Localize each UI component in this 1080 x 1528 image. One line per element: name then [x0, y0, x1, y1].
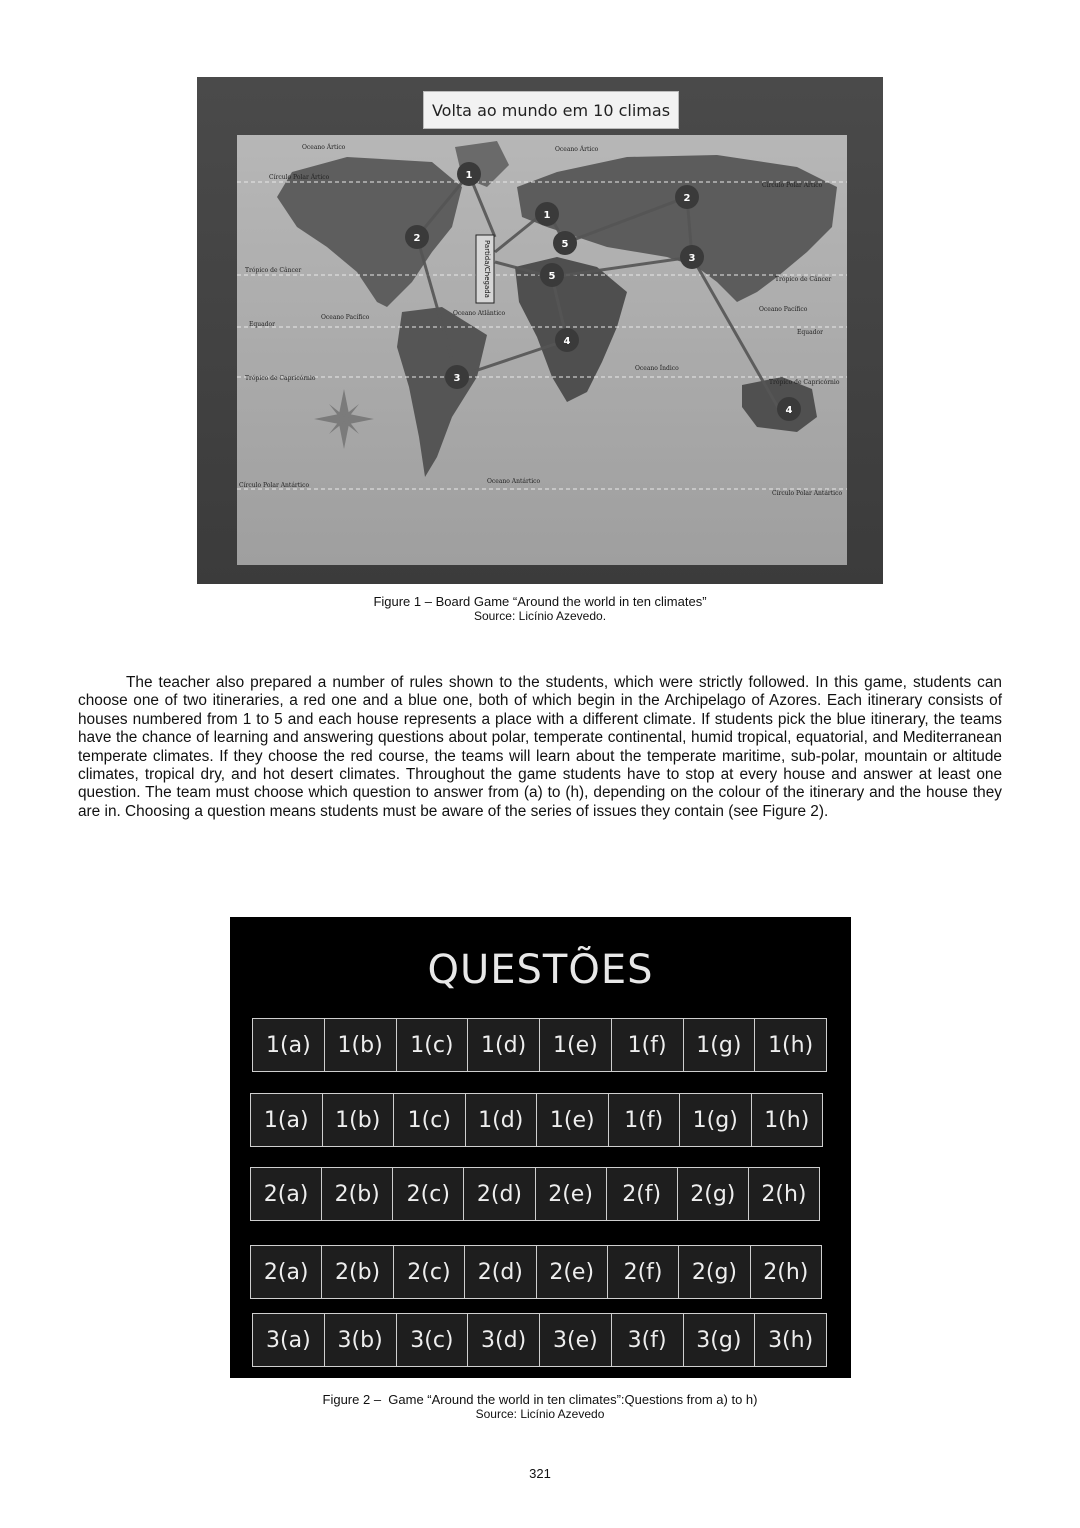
question-cell: 1(f) — [611, 1019, 683, 1071]
label-circulo-polar-artico-e: Círculo Polar Ártico — [762, 182, 823, 189]
question-cell: 2(g) — [678, 1246, 749, 1298]
label-oceano-artico-e: Oceano Ártico — [555, 146, 599, 153]
question-row-3 — [250, 1167, 820, 1221]
question-cell: 2(e) — [535, 1168, 606, 1220]
question-cell: 3(d) — [467, 1314, 539, 1366]
label-oceano-indico: Oceano Índico — [635, 365, 679, 372]
house-1-blue: 1 — [465, 170, 473, 181]
question-cell: 1(b) — [324, 1019, 396, 1071]
house-4-blue: 4 — [563, 336, 571, 347]
page-number: 321 — [529, 1466, 551, 1481]
label-tropico-capricornio-w: Trópico de Capricórnio — [245, 375, 316, 382]
question-cell: 2(c) — [392, 1168, 463, 1220]
question-cell: 1(g) — [679, 1094, 751, 1146]
house-3-blue: 3 — [453, 373, 461, 384]
question-row-1 — [252, 1018, 827, 1072]
question-cell: 2(h) — [750, 1246, 821, 1298]
label-oceano-atlantico: Oceano Atlântico — [453, 310, 506, 317]
figure-2-source: Source: Licínio Azevedo — [475, 1407, 605, 1421]
question-cell: 3(a) — [253, 1314, 324, 1366]
question-cell: 1(h) — [754, 1019, 826, 1071]
question-cell: 2(b) — [321, 1168, 392, 1220]
start-finish-label: Partida/Chegada — [483, 240, 491, 298]
label-tropico-capricornio-e: Trópico de Capricórnio — [769, 379, 840, 386]
question-cell: 1(e) — [536, 1094, 608, 1146]
house-3-red: 3 — [688, 253, 696, 264]
body-paragraph: The teacher also prepared a number of rules shown to the students, which were strictly followed. In this game, students can choose one of two itineraries, a red one and a blue one, both of which begin in the Archipelago of Azores. Each itinerary consists of houses numbered from 1 to 5 and each house represents a place with a different climate. If students pick the blue itinerary, the teams have the chance of learning and answering questions about polar, temperate continental, humid tropical, equatorial, and Mediterranean temperate climates. If they choose the red course, the teams will learn about the temperate maritime, sub-polar, mountain or altitude climates, tropical dry, and hot desert climates. Throughout the game students have to stop at every house and answer at least one question. The team must choose which question to answer from (a) to (h), depending on the colour of the itinerary and the house they are in. Choosing a question means students must be aware of the series of issues they contain (see Figure 2). — [78, 674, 1002, 820]
question-cell: 2(e) — [536, 1246, 607, 1298]
question-cell: 2(a) — [251, 1168, 321, 1220]
figure-2-caption — [0, 1392, 1080, 1422]
house-2-red: 2 — [683, 193, 691, 204]
question-cell: 2(h) — [748, 1168, 819, 1220]
question-cell: 2(g) — [677, 1168, 748, 1220]
question-cell: 1(h) — [751, 1094, 823, 1146]
figure-1-source: Source: Licínio Azevedo. — [473, 609, 607, 623]
question-cell: 3(g) — [683, 1314, 755, 1366]
question-cell: 1(d) — [465, 1094, 537, 1146]
label-oceano-antartico: Oceano Antártico — [487, 478, 541, 485]
house-2-blue: 2 — [413, 233, 421, 244]
question-cell: 3(f) — [611, 1314, 683, 1366]
label-oceano-artico-w: Oceano Ártico — [302, 144, 346, 151]
questions-title: QUESTÕES — [427, 947, 654, 993]
question-row-4 — [250, 1245, 822, 1299]
question-cell: 2(c) — [393, 1246, 464, 1298]
question-cell: 1(e) — [539, 1019, 611, 1071]
question-cell: 3(e) — [539, 1314, 611, 1366]
question-cell: 3(b) — [324, 1314, 396, 1366]
question-cell: 2(d) — [463, 1168, 534, 1220]
question-cell: 1(c) — [396, 1019, 468, 1071]
label-equador-w: Equador — [249, 321, 275, 328]
question-cell: 2(a) — [251, 1246, 321, 1298]
label-equador-e: Equador — [797, 329, 823, 336]
label-tropico-cancer-e: Trópico de Câncer — [775, 276, 832, 283]
question-cell: 1(b) — [322, 1094, 394, 1146]
house-1-red: 1 — [543, 210, 551, 221]
label-circulo-polar-antartico-e: Círculo Polar Antártico — [772, 490, 843, 497]
world-map — [197, 77, 883, 584]
label-tropico-cancer-w: Trópico de Câncer — [245, 267, 302, 274]
house-5-blue: 5 — [548, 271, 556, 282]
figure-1-caption — [0, 594, 1080, 624]
questions-board — [230, 917, 851, 1378]
question-cell: 1(f) — [608, 1094, 680, 1146]
board-game-photo — [197, 77, 883, 584]
figure-2-caption-text: Figure 2 – Game “Around the world in ten climates”:Questions from a) to h) — [322, 1392, 758, 1407]
question-cell: 1(g) — [683, 1019, 755, 1071]
house-4-red: 4 — [785, 405, 793, 416]
label-circulo-polar-antartico-w: Círculo Polar Antártico — [239, 482, 310, 489]
label-oceano-pacifico-w: Oceano Pacífico — [321, 314, 370, 321]
question-row-5 — [252, 1313, 827, 1367]
figure-1-caption-text: Figure 1 – Board Game “Around the world in ten climates” — [373, 594, 707, 609]
house-5-red: 5 — [561, 239, 569, 250]
question-row-2 — [250, 1093, 823, 1147]
question-cell: 3(c) — [396, 1314, 468, 1366]
label-oceano-pacifico-e: Oceano Pacífico — [759, 306, 808, 313]
board-title: Volta ao mundo em 10 climas — [423, 91, 679, 129]
question-cell: 1(a) — [253, 1019, 324, 1071]
question-cell: 1(a) — [251, 1094, 322, 1146]
question-cell: 2(b) — [321, 1246, 392, 1298]
question-cell: 1(c) — [393, 1094, 465, 1146]
question-cell: 2(d) — [464, 1246, 535, 1298]
question-cell: 2(f) — [606, 1168, 677, 1220]
question-cell: 1(d) — [467, 1019, 539, 1071]
question-cell: 3(h) — [754, 1314, 826, 1366]
question-cell: 2(f) — [607, 1246, 678, 1298]
label-circulo-polar-artico-w: Círculo Polar Ártico — [269, 174, 330, 181]
